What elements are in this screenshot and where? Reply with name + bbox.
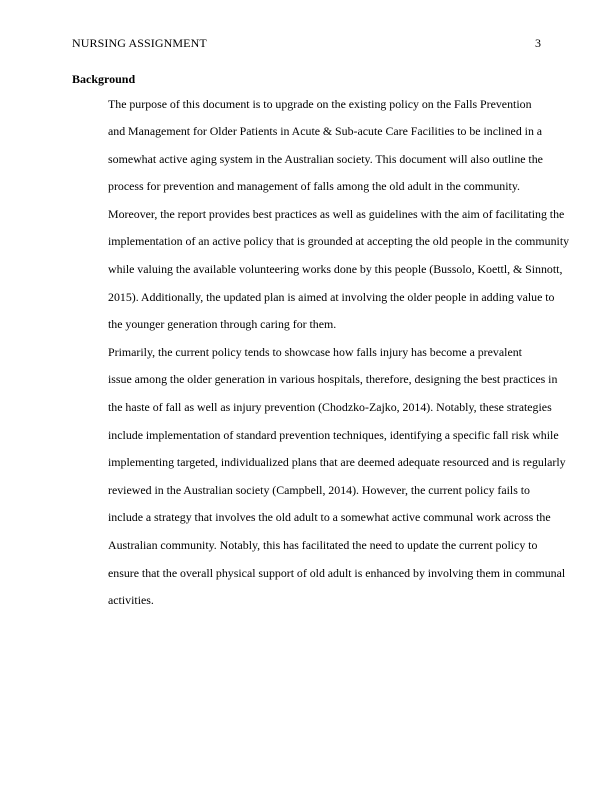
running-head: NURSING ASSIGNMENT bbox=[72, 36, 207, 50]
paragraph-line: somewhat active aging system in the Australian society. This document will also outline the bbox=[108, 151, 543, 166]
paragraph-line: process for prevention and management of falls among the old adult in the community. bbox=[108, 179, 521, 194]
paragraph-line: issue among the older generation in various hospitals, therefore, designing the best practices in bbox=[108, 372, 558, 387]
paragraph-line: The purpose of this document is to upgrade on the existing policy on the Falls Prevention bbox=[108, 96, 532, 111]
section-heading: Background bbox=[72, 72, 136, 86]
paragraph-1 bbox=[72, 91, 570, 339]
paragraph-line: while valuing the available volunteering works done by this people (Bussolo, Koettl, & Sinnott, bbox=[108, 262, 563, 277]
paragraph-line: and Management for Older Patients in Acute & Sub-acute Care Facilities to be inclined in a bbox=[108, 124, 543, 139]
paragraph-2 bbox=[72, 339, 566, 615]
paragraph-line: the haste of fall as well as injury prevention (Chodzko-Zajko, 2014). Notably, these strategies bbox=[108, 400, 552, 415]
paragraph-line: activities. bbox=[108, 593, 154, 608]
paragraph-line: Australian community. Notably, this has facilitated the need to update the current policy to bbox=[108, 538, 538, 552]
page-number: 3 bbox=[535, 36, 541, 50]
paragraph-line: Moreover, the report provides best practices as well as guidelines with the aim of facilitating the bbox=[108, 206, 565, 221]
paragraph-line: include implementation of standard prevention techniques, identifying a specific fall risk while bbox=[108, 427, 559, 442]
body-text bbox=[72, 91, 570, 615]
paragraph-line: 2015). Additionally, the updated plan is aimed at involving the older people in adding value to bbox=[108, 289, 555, 304]
paragraph-line: Primarily, the current policy tends to showcase how falls injury has become a prevalent bbox=[108, 344, 522, 359]
paragraph-line: ensure that the overall physical support of old adult is enhanced by involving them in communal bbox=[108, 565, 566, 580]
paragraph-line: reviewed in the Australian society (Campbell, 2014). However, the current policy fails to bbox=[108, 482, 530, 497]
paragraph-line: implementing targeted, individualized plans that are deemed adequate resourced and is regularly bbox=[108, 455, 566, 470]
paragraph-line: implementation of an active policy that is grounded at accepting the old people in the community bbox=[108, 234, 570, 249]
paragraph-line: include a strategy that involves the old adult to a somewhat active communal work across the bbox=[108, 510, 551, 525]
paragraph-line: the younger generation through caring for them. bbox=[108, 317, 337, 332]
